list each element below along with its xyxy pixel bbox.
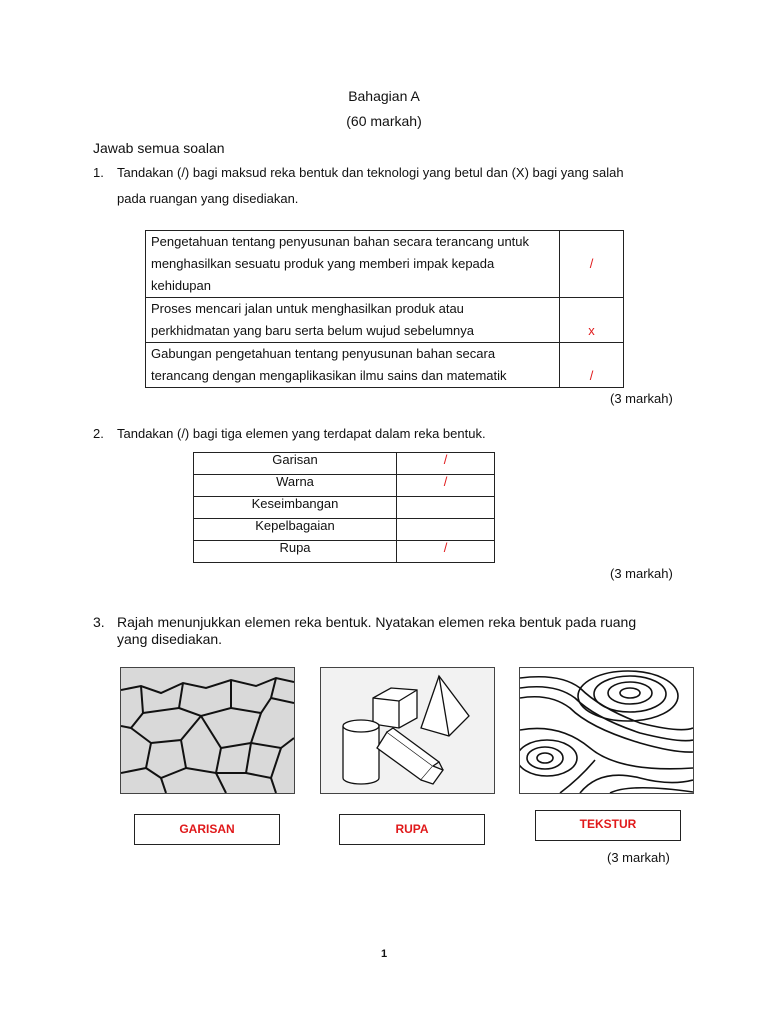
q2-number: 2. — [93, 426, 104, 441]
statement-line: perkhidmatan yang baru serta belum wujud sebelumnya — [151, 323, 475, 338]
table-row — [146, 231, 624, 298]
3d-shapes-image — [320, 667, 495, 794]
q1-statement — [146, 231, 560, 298]
q1-number: 1. — [93, 165, 104, 180]
element-label: Kepelbagaian — [194, 519, 397, 541]
statement-line: terancang dengan mengaplikasikan ilmu sains dan matematik — [151, 368, 507, 383]
statement-line: Pengetahuan tentang penyusunan bahan secara terancang untuk — [151, 234, 530, 249]
table-row — [194, 541, 495, 563]
q1-answer-mark: / — [560, 343, 624, 388]
statement-line: menghasilkan sesuatu produk yang memberi impak kepada — [151, 256, 495, 271]
q1-table — [145, 230, 624, 388]
table-row — [194, 497, 495, 519]
texture-image — [519, 667, 694, 794]
q1-answer-mark: x — [560, 298, 624, 343]
q1-statement — [146, 343, 560, 388]
q3-text-cont: yang disediakan. — [117, 631, 223, 647]
cracked-lines-drawing — [121, 668, 294, 793]
q2-answer-mark: / — [397, 541, 495, 563]
table-row — [146, 343, 624, 388]
q2-marks: (3 markah) — [610, 566, 673, 581]
instruction: Jawab semua soalan — [93, 140, 225, 156]
q1-text: Tandakan (/) bagi maksud reka bentuk dan teknologi yang betul dan (X) bagi yang salah — [117, 165, 624, 180]
q3-number: 3. — [93, 614, 105, 630]
q2-answer-mark — [397, 519, 495, 541]
q2-text: Tandakan (/) bagi tiga elemen yang terdapat dalam reka bentuk. — [117, 426, 486, 441]
statement-line: kehidupan — [151, 278, 211, 293]
answer-box-rupa[interactable]: RUPA — [339, 814, 485, 845]
element-label: Rupa — [194, 541, 397, 563]
q2-answer-mark — [397, 497, 495, 519]
table-row — [194, 453, 495, 475]
section-title: Bahagian A — [348, 88, 420, 104]
q3-marks: (3 markah) — [607, 850, 670, 865]
statement-line: Gabungan pengetahuan tentang penyusunan bahan secara — [151, 346, 496, 361]
table-row — [194, 475, 495, 497]
statement-line: Proses mencari jalan untuk menghasilkan produk atau — [151, 301, 464, 316]
answer-box-garisan[interactable]: GARISAN — [134, 814, 280, 845]
q2-answer-mark: / — [397, 475, 495, 497]
q1-answer-mark: / — [560, 231, 624, 298]
element-label: Keseimbangan — [194, 497, 397, 519]
q2-table — [193, 452, 495, 563]
element-label: Garisan — [194, 453, 397, 475]
q1-marks: (3 markah) — [610, 391, 673, 406]
texture-drawing — [520, 668, 693, 793]
q1-text-cont: pada ruangan yang disediakan. — [117, 191, 299, 206]
q2-answer-mark: / — [397, 453, 495, 475]
3d-shapes-drawing — [321, 668, 494, 793]
section-marks: (60 markah) — [346, 113, 422, 129]
element-label: Warna — [194, 475, 397, 497]
table-row — [146, 298, 624, 343]
table-row — [194, 519, 495, 541]
cracked-lines-image — [120, 667, 295, 794]
answer-box-tekstur[interactable]: TEKSTUR — [535, 810, 681, 841]
q3-text: Rajah menunjukkan elemen reka bentuk. Nyatakan elemen reka bentuk pada ruang — [117, 614, 637, 630]
page-number: 1 — [380, 948, 388, 960]
q1-statement — [146, 298, 560, 343]
